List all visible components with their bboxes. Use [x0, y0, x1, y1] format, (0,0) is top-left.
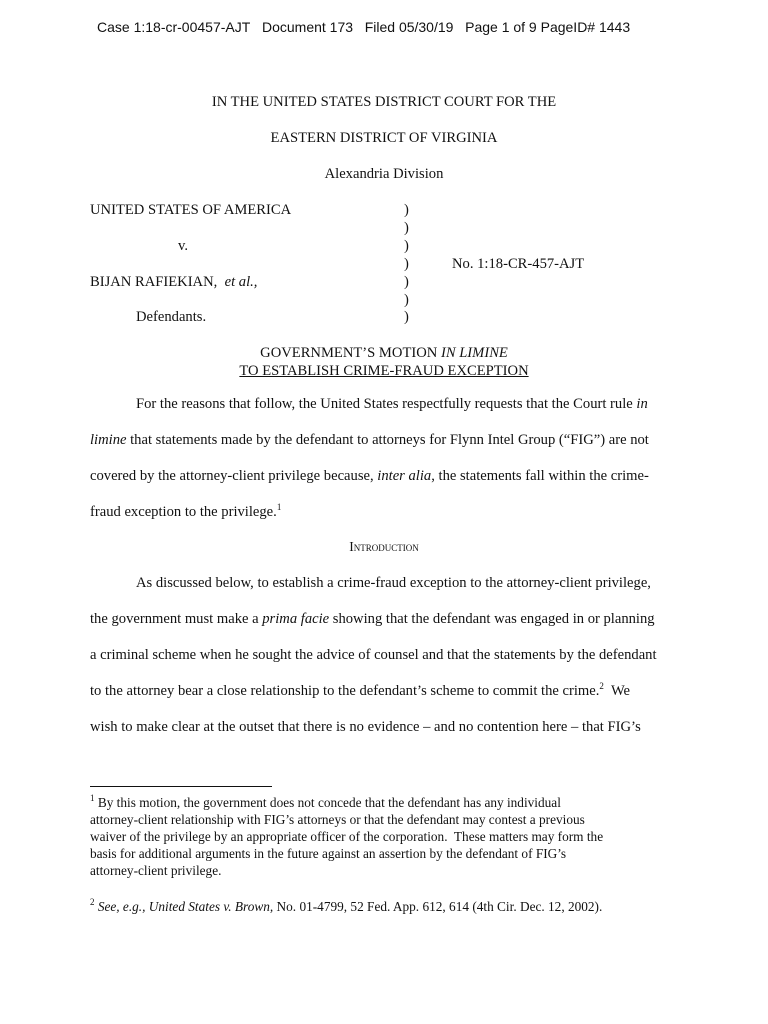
footnote-number: 1 [90, 793, 95, 803]
footnote-ref[interactable]: 1 [276, 502, 282, 512]
text-run: fraud exception to the privilege. [90, 504, 277, 520]
italic-run: prima facie [262, 611, 330, 627]
footnote-line: waiver of the privilege by an appropriate officer of the corporation. These matters may form the [90, 829, 604, 844]
document-number: Document 173 [261, 19, 354, 35]
caption-paren: ) [404, 309, 409, 325]
filed-date: Filed 05/30/19 [364, 19, 454, 35]
plaintiff-name: UNITED STATES OF AMERICA [90, 202, 292, 218]
caption-paren: ) [404, 202, 409, 218]
text-run: No. 01-4799, 52 Fed. App. 612, 614 (4th Cir. Dec. 12, 2002). [273, 899, 603, 914]
text-run: to the attorney bear a close relationship to the defendant’s scheme to commit the crime. [90, 683, 600, 699]
court-name-line1: IN THE UNITED STATES DISTRICT COURT FOR THE [211, 94, 557, 110]
defendants-label: Defendants. [136, 309, 207, 325]
footnote-number: 2 [90, 897, 95, 907]
footnote-1 [90, 794, 561, 811]
caption-paren: ) [404, 292, 409, 308]
text-run: the government must make a [90, 611, 263, 627]
italic-run: limine [90, 432, 127, 448]
page-id: Page 1 of 9 PageID# 1443 [465, 19, 631, 35]
italic-run: inter alia [377, 468, 432, 484]
caption-paren: ) [404, 256, 409, 272]
paragraph-line: wish to make clear at the outset that there is no evidence – and no contention here – that FIG’s [90, 719, 641, 735]
paragraph-line: a criminal scheme when he sought the advice of counsel and that the statements by the defendant [90, 647, 657, 663]
footnote-ref[interactable]: 2 [599, 681, 604, 691]
motion-title-underlined: TO ESTABLISH CRIME-FRAUD EXCEPTION [239, 363, 529, 379]
footnote-divider [90, 786, 272, 787]
italic-run: in [636, 396, 648, 412]
text-run: We [603, 683, 631, 699]
footnote-line: basis for additional arguments in the future against an assertion by the defendant of FIG’s [90, 846, 567, 861]
defendant-name [90, 273, 257, 291]
paragraph-line [136, 395, 648, 413]
defendant-label: BIJAN RAFIEKIAN, [90, 274, 218, 290]
motion-title-italic: IN LIMINE [440, 345, 508, 361]
case-number: No. 1:18-CR-457-AJT [452, 256, 585, 272]
et-al: et al., [224, 274, 258, 290]
paragraph-line [90, 467, 649, 485]
text-run: showing that the defendant was engaged in or planning [329, 611, 655, 627]
filing-header [97, 18, 630, 36]
court-name-line2: EASTERN DISTRICT OF VIRGINIA [270, 130, 498, 146]
motion-title-prefix: GOVERNMENT’S MOTION [260, 345, 441, 361]
text-run: covered by the attorney-client privilege because, [90, 468, 378, 484]
text-run: By this motion, the government does not concede that the defendant has any individual [94, 795, 561, 810]
paragraph-line: As discussed below, to establish a crime-fraud exception to the attorney-client privilege, [136, 575, 651, 591]
paragraph-line [90, 682, 630, 700]
paragraph-line [90, 610, 655, 628]
paragraph-line [90, 503, 281, 521]
caption-paren: ) [404, 220, 409, 236]
versus: v. [178, 238, 188, 254]
court-division: Alexandria Division [324, 166, 444, 182]
text-run: For the reasons that follow, the United States respectfully requests that the Court rule [136, 396, 637, 412]
italic-run: See, e.g., United States v. Brown, [94, 899, 274, 914]
footnote-line: attorney-client privilege. [90, 863, 222, 878]
footnote-2 [90, 898, 602, 915]
motion-title-line2 [0, 362, 768, 380]
motion-title-line1 [0, 344, 768, 362]
text-run: that statements made by the defendant to attorneys for Flynn Intel Group (“FIG”) are not [126, 432, 649, 448]
caption-paren: ) [404, 238, 409, 254]
case-number-header: Case 1:18-cr-00457-AJT [97, 19, 251, 35]
paragraph-line [90, 431, 649, 449]
section-heading-introduction: Introduction [349, 539, 419, 554]
footnote-line: attorney-client relationship with FIG’s attorneys or that the defendant may contest a previous [90, 812, 585, 827]
text-run: , the statements fall within the crime- [431, 468, 649, 484]
caption-paren: ) [404, 274, 409, 290]
